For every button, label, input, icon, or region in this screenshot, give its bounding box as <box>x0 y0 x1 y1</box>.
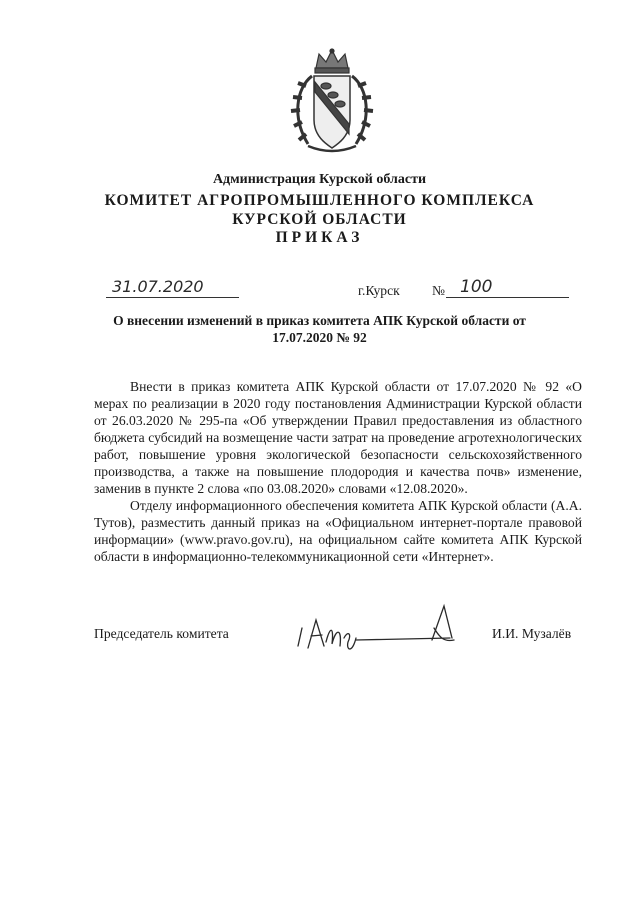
number-value: 100 <box>460 277 493 297</box>
body-paragraph-1: Внести в приказ комитета АПК Курской области от 17.07.2020 № 92 «О мерах по реализации в 2020 году постановления Администрации Курской области от 26.03.2020 № 295-па «Об утверждении Правил предоставления из областного бюджета субсидий на возмещение части затрат на проведение агротехнологических работ, повышение уровня экологической безопасности сельскохозяйственного производства, а также на повышение плодородия и качества почв» изменение, заменив в пункте 2 слова «по 03.08.2020» словами «12.08.2020». <box>94 379 582 496</box>
subject-line2: 17.07.2020 № 92 <box>272 330 367 345</box>
city: г.Курск <box>358 283 400 298</box>
subject-line1: О внесении изменений в приказ комитета АПК Курской области от <box>113 313 526 328</box>
document-type: ПРИКАЗ <box>275 229 364 246</box>
kursk-coat-of-arms-icon <box>286 48 378 158</box>
committee-name-line2: КУРСКОЙ ОБЛАСТИ <box>232 211 407 228</box>
date-value: 31.07.2020 <box>112 277 204 296</box>
committee-name-line1: КОМИТЕТ АГРОПРОМЫШЛЕННОГО КОМПЛЕКСА <box>104 192 535 209</box>
signatory-position: Председатель комитета <box>94 626 229 641</box>
body-paragraph-2: Отделу информационного обеспечения комитета АПК Курской области (А.А. Тутов), разместить данный приказ на «Официальном интернет-портале правовой информации» (www.pravo.gov.ru), на официальном сайте комитета АПК Курской области в информационно-телекоммуникационной сети «Интернет». <box>94 498 582 564</box>
signatory-name: И.И. Музалёв <box>492 626 572 641</box>
administration-name: Администрация Курской области <box>212 172 427 187</box>
number-field <box>446 277 569 298</box>
committee-name <box>0 191 639 229</box>
handwritten-signature <box>294 598 460 658</box>
document-body <box>94 378 582 565</box>
document-subject <box>0 312 639 346</box>
date-field <box>106 277 239 298</box>
number-prefix: № <box>432 283 445 298</box>
